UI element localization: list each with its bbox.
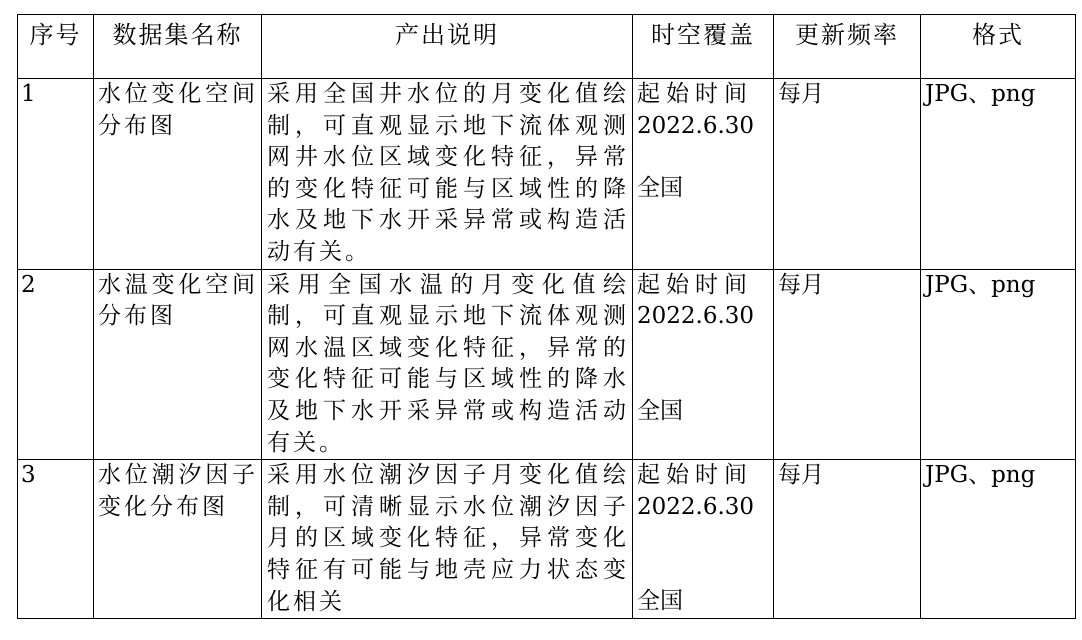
coverage-start-label: 起始时间 xyxy=(637,81,753,107)
update-frequency: 每月 xyxy=(774,79,921,270)
coverage-area: 全国 xyxy=(637,175,683,202)
file-format: JPG、png xyxy=(921,460,1076,619)
file-format: JPG、png xyxy=(921,79,1076,270)
coverage-date: 2022.6.30 xyxy=(637,493,755,520)
coverage-area: 全国 xyxy=(637,397,683,424)
coverage-start-label: 起始时间 xyxy=(637,271,753,298)
dataset-name: 水位变化空间分布图 xyxy=(94,79,262,270)
coverage-date: 2022.6.30 xyxy=(637,303,755,330)
header-dataset-name: 数据集名称 xyxy=(94,15,262,79)
table-row xyxy=(18,460,1076,619)
dataset-description: 采用全国井水位的月变化值绘制，可直观显示地下流体观测网井水位区域变化特征，异常的变化特征可能与区域性的降水及地下水开采异常或构造活动有关。 xyxy=(262,79,633,270)
dataset-description: 采用全国水温的月变化值绘制，可直观显示地下流体观测网水温区域变化特征，异常的变化特征可能与区域性的降水及地下水开采异常或构造活动有关。 xyxy=(262,269,633,460)
header-frequency: 更新频率 xyxy=(774,15,921,79)
header-index: 序号 xyxy=(18,15,94,79)
coverage-start-label: 起始时间 xyxy=(637,462,753,489)
row-index: 1 xyxy=(18,79,94,270)
coverage-cell xyxy=(633,79,774,270)
coverage-date: 2022.6.30 xyxy=(637,112,755,139)
header-row xyxy=(18,15,1076,79)
coverage-cell xyxy=(633,460,774,619)
table-row xyxy=(18,79,1076,270)
update-frequency: 每月 xyxy=(774,269,921,460)
update-frequency: 每月 xyxy=(774,460,921,619)
dataset-name: 水位潮汐因子变化分布图 xyxy=(94,460,262,619)
coverage-area: 全国 xyxy=(637,588,683,615)
dataset-description: 采用水位潮汐因子月变化值绘制，可清晰显示水位潮汐因子月的区域变化特征，异常变化特征有可能与地壳应力状态变化相关 xyxy=(262,460,633,619)
dataset-name: 水温变化空间分布图 xyxy=(94,269,262,460)
header-coverage: 时空覆盖 xyxy=(633,15,774,79)
row-index: 3 xyxy=(18,460,94,619)
header-description: 产出说明 xyxy=(262,15,633,79)
dataset-table xyxy=(17,14,1076,619)
row-index: 2 xyxy=(18,269,94,460)
coverage-cell xyxy=(633,269,774,460)
table-row xyxy=(18,269,1076,460)
header-format: 格式 xyxy=(921,15,1076,79)
file-format: JPG、png xyxy=(921,269,1076,460)
